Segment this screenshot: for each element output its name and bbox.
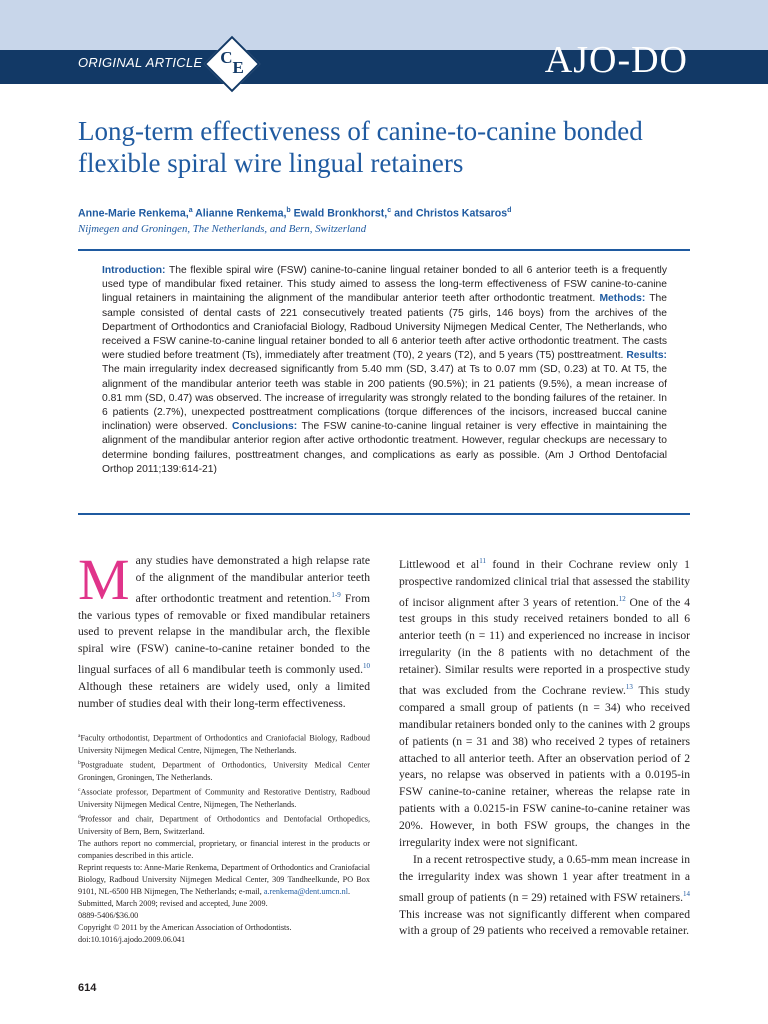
abstract	[102, 264, 667, 477]
abstract-top-rule	[78, 249, 690, 251]
footnote-copyright: Copyright © 2011 by the American Association of Orthodontists.	[78, 923, 292, 933]
body-text: Although these retainers are widely used, only a limited number of studies deal with their long-term effectiveness.	[78, 680, 370, 710]
citation-ref[interactable]: 14	[683, 889, 690, 898]
citation-ref[interactable]: 13	[625, 683, 633, 692]
author-list	[78, 207, 698, 220]
abstract-bottom-rule	[78, 513, 690, 515]
citation-ref[interactable]: 1-9	[331, 590, 341, 599]
ce-badge-c: C	[220, 48, 233, 67]
footnote-mark: d	[78, 813, 81, 820]
abstract-conclusions-heading: Conclusions:	[232, 421, 298, 433]
body-paragraph	[399, 553, 690, 852]
author-name: Anne-Marie Renkema,	[78, 207, 189, 220]
body-text: One of the 4 test groups in this study received retainers bonded to all 6 anterior teeth (n = 11) and experienced no increase in incisor irregularity (in the 8 patients with no detachment of the retainer). Similar results were reported in a prospective study that was excluded from the Cochrane review.	[399, 595, 690, 697]
drop-cap: M	[78, 547, 130, 612]
footnote-c: Associate professor, Department of Community and Restorative Dentistry, Radboud University Nijmegen Medical Centre, Nijmegen, The Netherlands.	[78, 787, 370, 809]
journal-logo: AJO-DO	[544, 39, 688, 81]
abstract-results-heading: Results:	[626, 350, 667, 362]
footnote-b: Postgraduate student, Department of Orthodontics, University Medical Center Groningen, Groningen, The Netherlands.	[78, 760, 370, 782]
body-text: In a recent retrospective study, a 0.65-mm mean increase in the irregularity index was shown 1 year after treatment in a small group of patients (n = 29) retained with FSW retainers.	[399, 852, 690, 904]
footnote-submitted: Submitted, March 2009; revised and accepted, June 2009.	[78, 899, 268, 909]
body-text: This study compared a small group of patients (n = 34) who received mandibular retainers bonded only to the canines with 2 groups of patients (n = 31 and 38) who received 2 types of retainers attached to all anterior teeth. After an observation period of 2 years, no relapse was observed in patients with a 0.0195-in FSW canine-to-canine retainer, whereas the relapse rate in patients with a 0.0215-in FSW canine-to-canine retainer was 20%. However, in both FSW groups, the changes in the irregularity index were not significant.	[399, 683, 690, 850]
footnote-mark: b	[78, 759, 81, 766]
footnote-doi[interactable]: doi:10.1016/j.ajodo.2009.06.041	[78, 935, 186, 945]
abstract-conclusions-text: The FSW canine-to-canine lingual retainer is very effective in maintaining the alignment of the mandibular anterior region after active orthodontic treatment. However, regular checkups are necessary to determine bonding failures, posttreatment changes, and complications as early as possible. (Am J Orthod Dentofacial Orthop 2011;139:614-21)	[102, 421, 667, 475]
body-text: any studies have demonstrated a high relapse rate of the alignment of the mandibular anterior teeth after orthodontic treatment and retention.	[135, 554, 370, 605]
author-affiliation: Nijmegen and Groningen, The Netherlands, and Bern, Switzerland	[78, 223, 367, 235]
article-type-label: ORIGINAL ARTICLE	[78, 55, 203, 70]
body-text: Littlewood et al	[399, 557, 480, 571]
citation-ref[interactable]: 12	[618, 594, 626, 603]
footnote-d: Professor and chair, Department of Orthodontics and Dentofacial Orthopedics, University of Bern, Bern, Switzerland.	[78, 814, 370, 836]
abstract-methods-text: The sample consisted of dental casts of 221 consecutively treated patients (75 girls, 146 boys) from the archives of the Department of Orthodontics and Craniofacial Biology, Radboud University Nijmegen Medical Center, The Netherlands, who received a FSW canine-to-canine lingual retainer bonded to all 6 anterior teeth after active orthodontic treatment. The casts were studied before treatment (Ts), immediately after treatment (T0), 2 years (T2), and 5 years (T5) posttreatment.	[102, 293, 667, 362]
abstract-intro-text: The flexible spiral wire (FSW) canine-to-canine lingual retainer bonded to all 6 anterior teeth is a frequently used type of mandibular fixed retainer. This study aimed to assess the long-term effectiveness of FSW canine-to-canine lingual retainers in maintaining the alignment of the mandibular anterior teeth after orthodontic treatment.	[102, 265, 667, 305]
author-name: Ewald Bronkhorst,	[293, 207, 388, 220]
citation-ref[interactable]: 10	[363, 662, 370, 671]
author-name: and Christos Katsaros	[394, 207, 508, 220]
footnote-mark: c	[78, 786, 81, 793]
abstract-results-text: The main irregularity index decreased significantly from 5.40 mm (SD, 3.47) at Ts to 0.07 mm (SD, 0.23) at T0. At T5, the alignment of the mandibular anterior teeth was stable in 200 patients (90.5%); in 21 patients (9.5%), a mean increase of 0.81 mm (SD, 0.47) was observed. The increase of irregularity was strongly related to the bonding failures of the retainer. In 6 patients (2.7%), unexpected posttreatment complications (torque differences of the incisors, increased buccal canine inclination) were observed.	[102, 364, 667, 433]
footnote-a: Faculty orthodontist, Department of Orthodontics and Craniofacial Biology, Radboud University Nijmegen Medical Centre, Nijmegen, The Netherlands.	[78, 733, 370, 755]
citation-ref[interactable]: 11	[479, 557, 487, 565]
body-text: From the various types of removable or fixed mandibular retainers used to prevent relapse in the mandibular arch, the flexible spiral wire (FSW) canine-to-canine retainer bonded to the lingual surfaces of all 6 mandibular teeth is commonly used.	[78, 591, 371, 677]
abstract-intro-heading: Introduction:	[102, 265, 166, 276]
page-number: 614	[78, 982, 97, 994]
abstract-methods-heading: Methods:	[599, 293, 646, 305]
author-name: Alianne Renkema,	[195, 207, 287, 220]
author-affil-mark: d	[507, 207, 512, 214]
body-text: This increase was not significantly different when compared with a group of 29 patients who received a removable retainer.	[399, 907, 690, 938]
article-title: Long-term effectiveness of canine-to-canine bonded flexible spiral wire lingual retainers	[78, 116, 643, 178]
body-column-right	[399, 553, 690, 940]
body-paragraph	[399, 852, 690, 940]
footnotes: $^a$Faculty orthodontist, Department of Orthodontics and Craniofacial Biology, Radboud University Nijmegen Medical Centre, Nijmegen, The Netherlands. $^b$Postgraduate student, Department of Orthodontics, University Medical Center Groningen, Groningen, The Netherlands. $^c$Associate professor, Department of Community and Restorative Dentistry, Radboud University Nijmegen Medical Centre, Nijmegen, The Netherlands. $^d$Professor and chair, Department of Orthodontics and Dentofacial Orthopedics, University of Bern, Bern, Switzerland. The authors report no commercial, proprietary, or financial interest in the products or companies described in this article. Reprint requests to: Anne-Marie Renkema, Department of Orthodontics and Craniofacial Biology, Radboud University Nijmegen Medical Center, 309 Tandheelkunde, PO Box 9101, NL-6500 HB Nijmegen, The Netherlands; e-mail, a.renkema@dent.umcn.nl. Submitted, March 2009; revised and accepted, June 2009. 0889-5406/$36.00 Copyright © 2011 by the American Association of Orthodontists. doi:10.1016/j.ajodo.2009.06.041	[78, 730, 370, 947]
body-text: found in their Cochrane review only 1 prospective randomized clinical trial that assessed the stability of incisor alignment after 3 years of retention.	[399, 557, 690, 609]
author-affil-mark: a	[188, 207, 193, 214]
body-column-left	[78, 547, 371, 713]
author-email-link[interactable]: a.renkema@dent.umcn.nl	[263, 887, 349, 897]
footnote-price: 0889-5406/$36.00	[78, 911, 139, 921]
footnote-mark: a	[78, 733, 81, 739]
footnote-disclosure: The authors report no commercial, proprietary, or financial interest in the products or companies described in this article.	[78, 838, 370, 860]
ce-badge-text	[212, 44, 252, 84]
author-affil-mark: b	[286, 207, 291, 214]
ce-badge-e: E	[232, 58, 244, 77]
author-affil-mark: c	[387, 207, 392, 214]
footnote-reprint: Reprint requests to: Anne-Marie Renkema, Department of Orthodontics and Craniofacial Biology, Radboud University Nijmegen Medical Center, 309 Tandheelkunde, PO Box 9101, NL-6500 HB Nijmegen, The Netherlands; e-mail,	[78, 862, 370, 897]
